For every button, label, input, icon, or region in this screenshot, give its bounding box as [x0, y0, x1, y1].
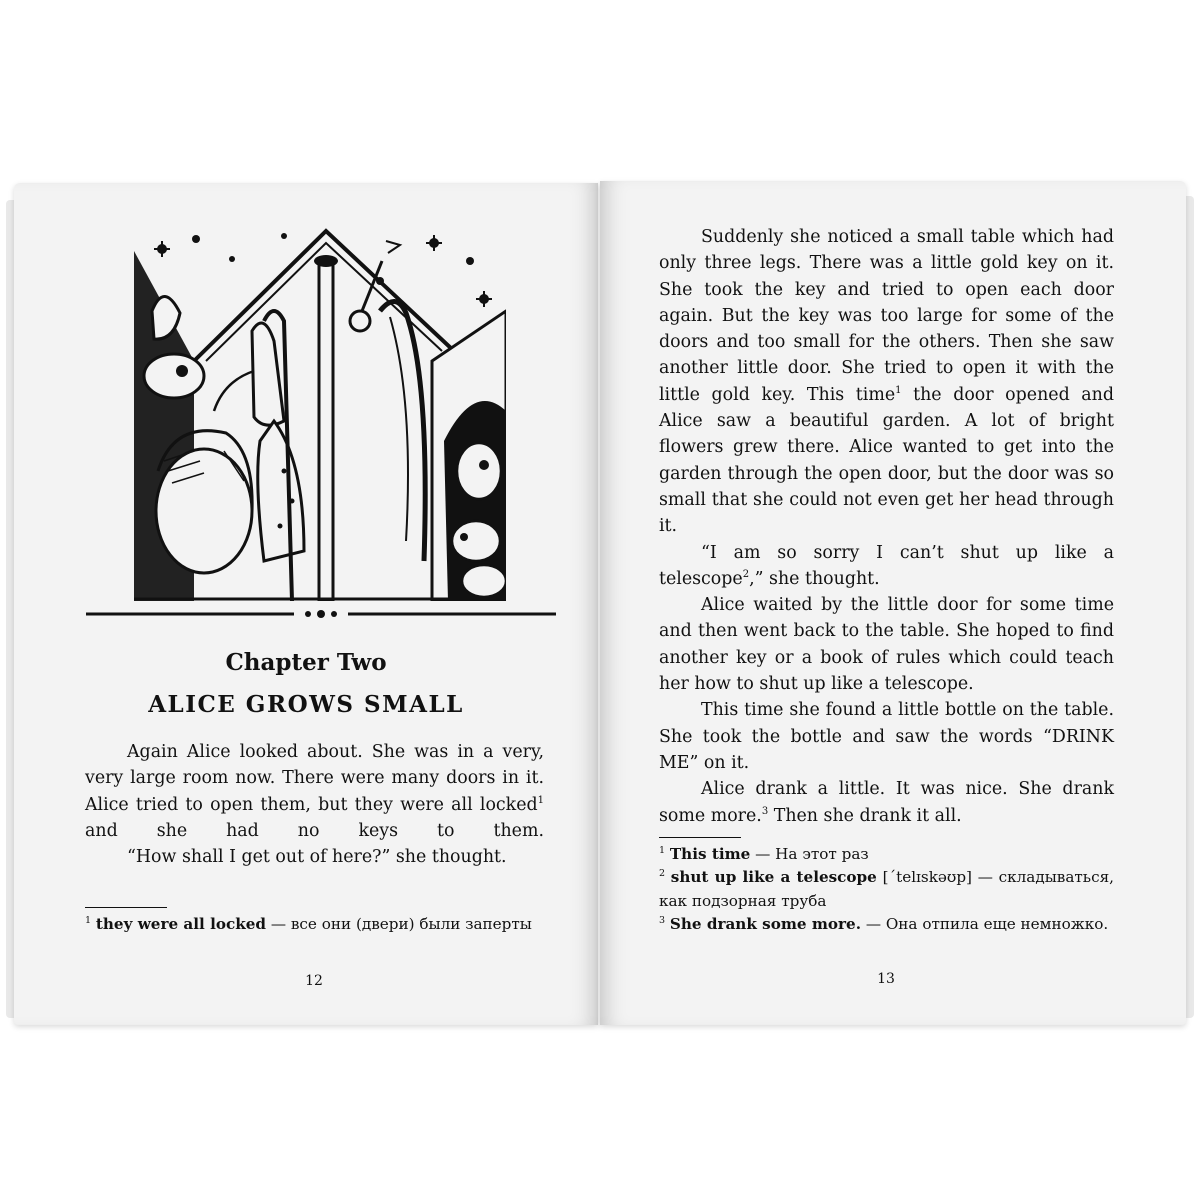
- paragraph: Alice drank a little. It was nice. She drank some more.$^3$ Then she drank it all.: [659, 779, 1114, 826]
- footnote-ref: 1: [537, 794, 544, 806]
- paragraph: “How shall I get out of here?” she thought.: [127, 847, 507, 868]
- paragraph: Suddenly she noticed a small table which had only three legs. There was a little gold key on it. She took the key and tried to open each door again. But the key was too large for some of the doors and too small for the others. Then she saw another little door. She tried to open it with the little gold key. This time$^1$ the door opened and Alice saw a beautiful garden. A lot of bright flowers grew there. Alice wanted to get into the garden through the open door, but the door was so small that she could not even get her head through it.: [659, 227, 1114, 537]
- chapter-subtitle: ALICE GROWS SMALL: [148, 691, 464, 718]
- paragraph: Alice waited by the little door for some time and then went back to the table. She hoped to find another key or a book of rules which could teach her how to shut up like a telescope.: [659, 595, 1114, 695]
- right-page-body: [659, 224, 1114, 829]
- footnote-separator: [659, 837, 741, 838]
- footnote-ref: 2: [742, 569, 750, 581]
- right-page: [600, 181, 1186, 1025]
- page-number: 12: [305, 973, 323, 989]
- page-number: 13: [877, 971, 895, 987]
- footnote: $^2$ shut up like a telescope [´telɪskəʊp] — складываться, как подзорная труба: [659, 868, 1114, 910]
- paragraph: “I am so sorry I can’t shut up like a telescope$^2$,” she thought.: [659, 542, 1114, 589]
- paragraph: Again Alice looked about. She was in a very, very large room now. There were many doors in it. Alice tried to open them, but they were all locked$^1$ and she had no keys to them.: [85, 742, 544, 841]
- footnote: $^3$ She drank some more. — Она отпила еще немножко.: [659, 915, 1109, 934]
- chapter-illustration: [134, 221, 506, 601]
- chapter-title: Chapter Two: [225, 649, 387, 676]
- left-page-body: [85, 739, 544, 870]
- left-page-footnotes: [85, 913, 544, 936]
- footnote-ref: 3: [761, 805, 769, 817]
- chapter-ornament-divider: [86, 607, 556, 621]
- footnote-ref: 1: [895, 384, 902, 396]
- footnote-separator: [85, 907, 167, 908]
- left-page: [14, 183, 598, 1025]
- footnote: $^1$ This time — На этот раз: [659, 844, 869, 863]
- footnote: $^1$ they were all locked — все они (двери) были заперты: [85, 914, 532, 933]
- paragraph: This time she found a little bottle on the table. She took the bottle and saw the words “DRINK ME” on it.: [659, 700, 1114, 773]
- right-page-footnotes: [659, 843, 1114, 937]
